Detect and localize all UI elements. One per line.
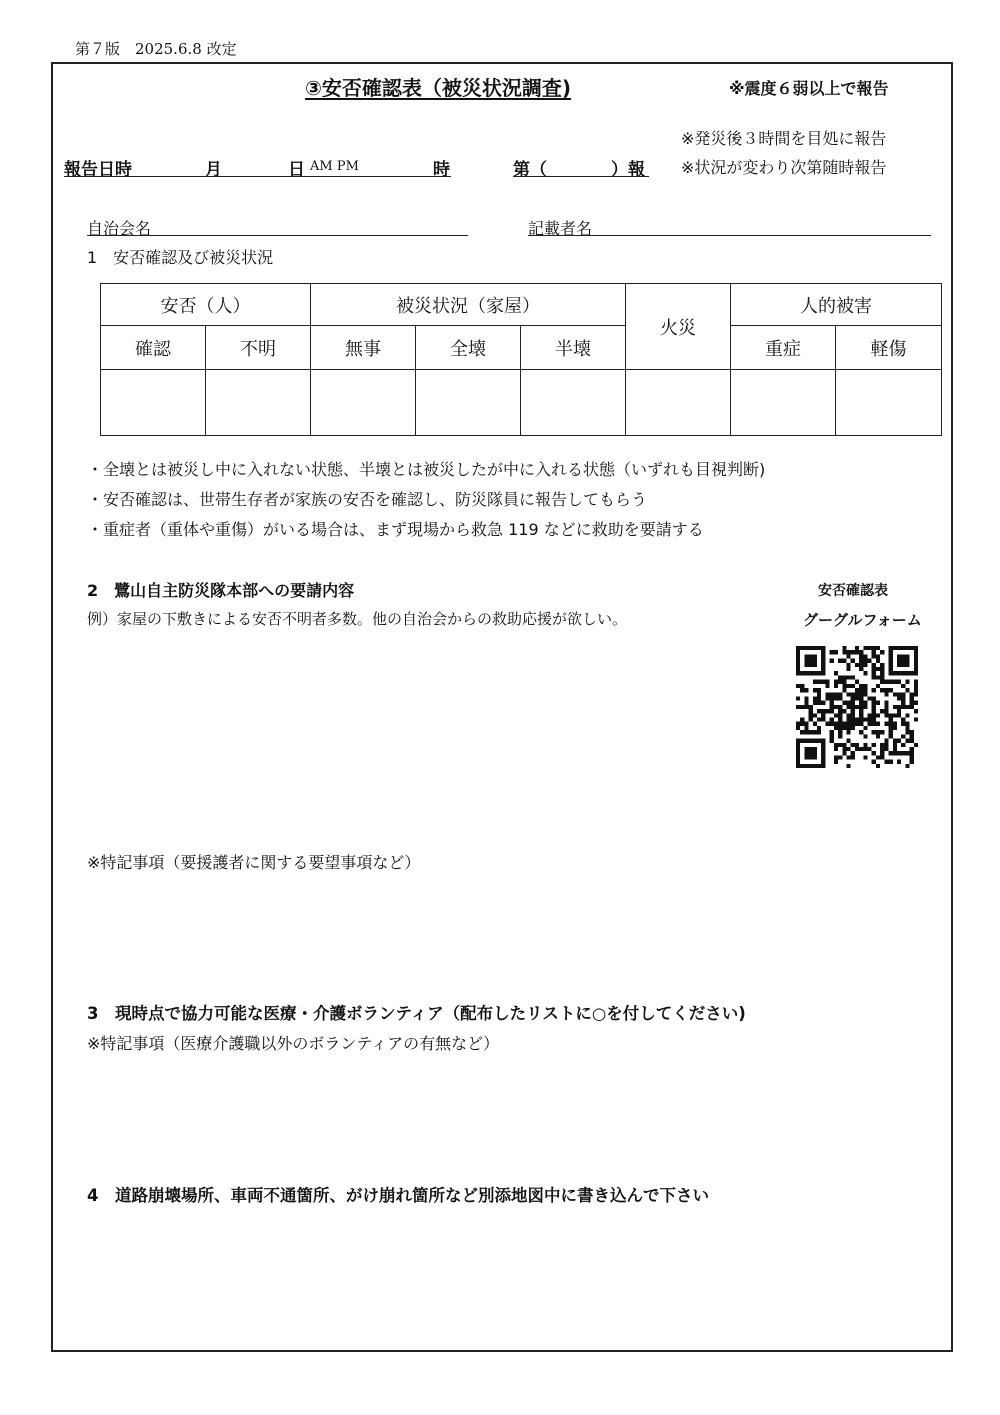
input-unknown[interactable] [206,370,311,436]
header-fire: 火災 [626,284,731,370]
col-half-collapse: 半壊 [521,326,626,370]
writer-name-label: 記載者名 [528,219,593,238]
section2-special-notes: ※特記事項（要援護者に関する要望事項など） [87,853,421,872]
qr-title: 安否確認表 [818,583,888,599]
note-safety-confirmation: ・安否確認は、世帯生存者が家族の安否を確認し、防災隊員に報告してもらう [87,490,648,509]
report-date-underline[interactable] [64,176,451,177]
report-update-note: ※状況が変わり次第随時報告 [681,158,887,177]
report-number-close: ）報 [611,160,645,180]
qr-subtitle: グーグルフォーム [803,611,922,629]
qr-code-icon[interactable] [796,646,918,768]
report-date-label: 報告日時 [64,160,132,180]
header-casualties: 人的被害 [731,284,942,326]
section1-heading: 1 安否確認及び被災状況 [87,248,274,267]
input-no-damage[interactable] [311,370,416,436]
col-no-damage: 無事 [311,326,416,370]
report-hour-label: 時 [433,160,450,180]
report-day-label: 日 [288,160,305,180]
writer-name-field[interactable] [528,235,931,236]
input-total-collapse[interactable] [416,370,521,436]
input-minor-injury[interactable] [836,370,942,436]
section2-example: 例）家屋の下敷きによる安否不明者多数。他の自治会からの救助応援が欲しい。 [87,610,628,628]
col-unknown: 不明 [206,326,311,370]
col-total-collapse: 全壊 [416,326,521,370]
title-note: ※震度６弱以上で報告 [729,79,889,98]
section3-special-notes: ※特記事項（医療介護職以外のボランティアの有無など） [87,1034,500,1053]
header-safety: 安否（人） [101,284,311,326]
input-fire[interactable] [626,370,731,436]
page-title: ③安否確認表（被災状況調査) [305,76,572,100]
section4-heading: 4 道路崩壊場所、車両不通箇所、がけ崩れ箇所など別添地図中に書き込んで下さい [87,1186,709,1205]
col-minor-injury: 軽傷 [836,326,942,370]
header-house-damage: 被災状況（家屋） [311,284,626,326]
report-number-underline[interactable] [513,176,649,177]
col-serious-injury: 重症 [731,326,836,370]
report-number-open: 第（ [513,160,547,180]
version-label: 第７版 2025.6.8 改定 [75,40,237,58]
report-timing-note: ※発災後３時間を目処に報告 [681,129,887,148]
note-emergency-call: ・重症者（重体や重傷）がいる場合は、まず現場から救急 119 などに救助を要請する [87,520,704,539]
input-half-collapse[interactable] [521,370,626,436]
note-collapse-definition: ・全壊とは被災し中に入れない状態、半壊とは被災したが中に入れる状態（いずれも目視判断) [87,460,766,479]
section2-heading: 2 鷺山自主防災隊本部への要請内容 [87,581,355,600]
input-confirmed[interactable] [101,370,206,436]
report-ampm-label: AM PM [310,159,359,174]
section3-heading: 3 現時点で協力可能な医療・介護ボランティア（配布したリストに○を付してください) [87,1004,746,1023]
association-name-label: 自治会名 [87,219,152,238]
association-name-field[interactable] [87,235,468,236]
safety-status-table [100,283,942,436]
report-month-label: 月 [205,160,222,180]
input-serious-injury[interactable] [731,370,836,436]
col-confirmed: 確認 [101,326,206,370]
